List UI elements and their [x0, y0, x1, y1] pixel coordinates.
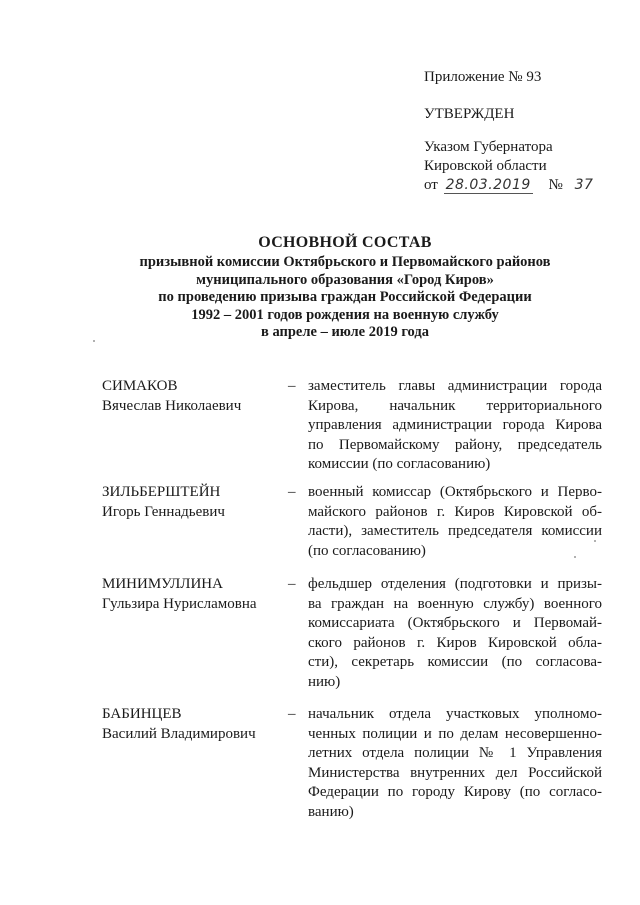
title-line: призывной комиссии Октябрьского и Первомайского районов [139, 254, 551, 270]
member-surname: СИМАКОВ [102, 378, 178, 394]
role-line: комиссариата (Октябрьского и Первомай- [308, 615, 602, 631]
decree-date-row [424, 176, 593, 195]
member-role [308, 377, 602, 475]
scan-speck [93, 340, 95, 342]
role-line: сти), секретарь комиссии (по согласова- [308, 654, 602, 670]
member-name [102, 575, 282, 614]
member-name [102, 705, 282, 744]
role-line: ласти), заместитель председателя комиссии [308, 523, 602, 539]
number-sign: № [548, 177, 563, 193]
role-line: Федерации по городу Кирову (по согласо- [308, 784, 602, 800]
role-line: по Первомайскому району, председатель [308, 436, 602, 453]
document-title [110, 232, 580, 342]
role-line: заместитель главы администрации города [308, 378, 602, 394]
member-role [308, 483, 602, 561]
decree-line-2: Кировской области [424, 158, 547, 174]
member-given-name: Игорь Геннадьевич [102, 503, 225, 520]
role-line: нию) [308, 673, 341, 690]
member-role [308, 575, 602, 692]
member-role [308, 705, 602, 822]
dash-separator: – [288, 706, 296, 722]
handwritten-date: 28.03.2019 [445, 177, 531, 193]
role-line: Министерства внутренних дел Российской [308, 764, 602, 781]
role-line: майского районов г. Киров Кировской об- [308, 503, 602, 520]
member-surname: БАБИНЦЕВ [102, 706, 182, 722]
role-line: (по согласованию) [308, 542, 426, 559]
dash-separator: – [288, 576, 296, 592]
title-line: муниципального образования «Город Киров» [196, 271, 494, 288]
scan-speck [594, 540, 596, 542]
member-given-name: Василий Владимирович [102, 725, 256, 742]
member-surname: МИНИМУЛЛИНА [102, 576, 223, 592]
handwritten-number: 37 [574, 177, 594, 193]
role-line: комиссии (по согласованию) [308, 456, 491, 472]
approved-label: УТВЕРЖДЕН [424, 106, 515, 122]
dash-separator: – [288, 484, 296, 500]
member-given-name: Вячеслав Николаевич [102, 397, 242, 414]
dash-separator: – [288, 378, 296, 394]
role-line: летних отдела полиции № 1 Управления [308, 745, 602, 761]
member-name [102, 483, 282, 522]
role-line: Кирова, начальник территориального [308, 397, 602, 414]
title-line: в апреле – июле 2019 года [261, 324, 429, 340]
role-line: фельдшер отделения (подготовки и призы- [308, 576, 602, 592]
member-given-name: Гульзира Нурисламовна [102, 595, 257, 612]
date-prefix: от [424, 177, 438, 193]
scan-speck [574, 556, 576, 558]
role-line: ванию) [308, 803, 354, 820]
role-line: управления администрации города Кирова [308, 417, 602, 433]
title-line: 1992 – 2001 годов рождения на военную службу [191, 306, 499, 323]
member-name [102, 377, 282, 416]
decree-line-1: Указом Губернатора [424, 139, 553, 155]
member-surname: ЗИЛЬБЕРШТЕЙН [102, 484, 221, 500]
role-line: ченных полиции и по делам несовершенно- [308, 725, 602, 742]
role-line: военный комиссар (Октябрьского и Перво- [308, 484, 602, 500]
role-line: ва граждан на военную службу) военного [308, 595, 602, 612]
title-main: ОСНОВНОЙ СОСТАВ [258, 234, 432, 251]
role-line: ского районов г. Киров Кировской обла- [308, 634, 602, 651]
appendix-number: Приложение № 93 [424, 69, 542, 85]
role-line: начальник отдела участковых уполномо- [308, 706, 602, 722]
title-line: по проведению призыва граждан Российской Федерации [158, 289, 532, 305]
